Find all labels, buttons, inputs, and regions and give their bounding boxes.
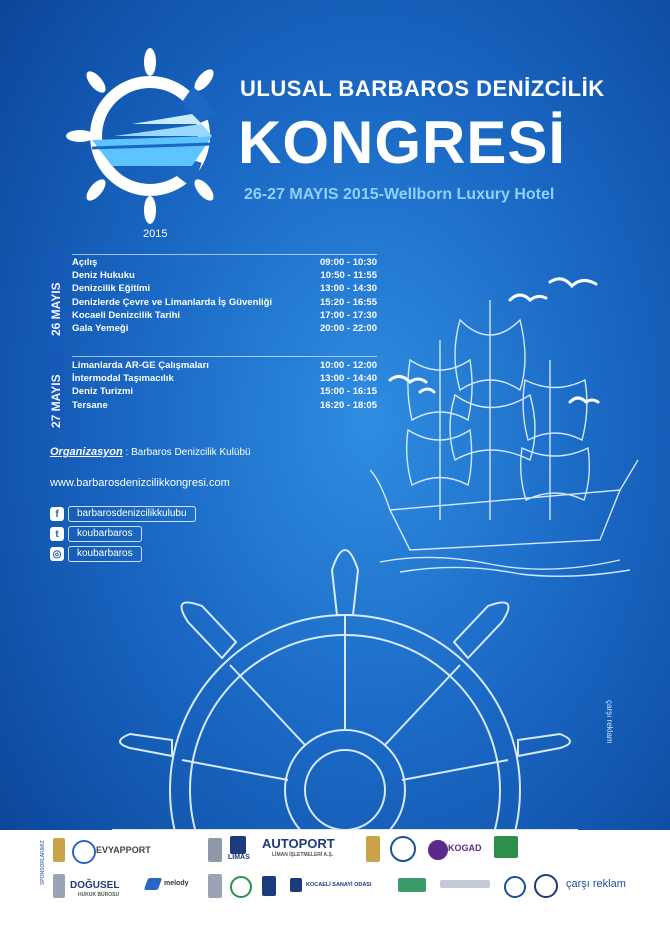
instagram-icon: ◎ <box>50 547 64 561</box>
sponsor-autoport-sub: LİMAN İŞLETMELERİ A.Ş. <box>272 852 334 858</box>
session-name: Tersane <box>72 399 108 411</box>
schedule-row <box>72 282 377 295</box>
sponsor-autoport: AUTOPORT <box>262 836 335 851</box>
sponsor-badge <box>53 838 65 862</box>
sponsor-logo-icon <box>262 876 276 896</box>
day2-label: 27 MAYIS <box>49 374 63 428</box>
session-time: 16:20 - 18:05 <box>319 399 377 411</box>
divider <box>72 254 377 255</box>
sponsor-compass-icon <box>534 874 558 898</box>
event-date-venue: 26-27 MAYIS 2015-Wellborn Luxury Hotel <box>244 186 555 203</box>
sponsor-badge <box>208 874 222 898</box>
twitter-icon: t <box>50 527 64 541</box>
sponsor-logo-icon <box>398 878 426 892</box>
schedule-row <box>72 372 377 385</box>
designer-credit: çarşı reklam <box>605 700 614 744</box>
ship-wheel-logo-icon <box>62 40 242 225</box>
logo-year: 2015 <box>143 228 168 240</box>
session-time: 10:00 - 12:00 <box>319 360 377 371</box>
schedule-row <box>72 399 377 412</box>
session-time: 15:00 - 16:15 <box>319 386 377 398</box>
session-time: 13:00 - 14:30 <box>319 283 377 295</box>
steering-wheel-illustration-icon <box>110 530 580 840</box>
session-name: Kocaeli Denizcilik Tarihi <box>72 309 181 321</box>
day1-label: 26 MAYIS <box>49 282 63 336</box>
organization-line <box>50 446 251 458</box>
session-time: 13:00 - 14:40 <box>319 373 377 385</box>
sponsor-kogad: KOGAD <box>448 843 482 853</box>
sponsors-band <box>0 830 670 938</box>
day1-schedule <box>72 256 377 335</box>
sponsor-evyapport: EVYAPPORT <box>96 845 151 855</box>
kogad-logo-icon <box>428 840 448 860</box>
organization-label: Organizasyon <box>50 446 123 458</box>
schedule-row <box>72 256 377 269</box>
divider <box>72 356 377 357</box>
sponsor-melody: melody <box>164 880 189 887</box>
social-handle: barbarosdenizcilikkulubu <box>68 506 196 522</box>
session-time: 20:00 - 22:00 <box>319 322 377 334</box>
limas-logo-icon <box>230 836 246 854</box>
sponsor-badge <box>208 838 222 862</box>
sponsor-dogusel-sub: HUKUK BÜROSU <box>78 892 120 898</box>
facebook-icon: f <box>50 507 64 521</box>
social-facebook[interactable] <box>50 506 196 522</box>
schedule-row <box>72 309 377 322</box>
melody-logo-icon <box>144 878 162 890</box>
schedule-row <box>72 296 377 309</box>
sponsor-dogusel: DOĞUSEL <box>70 880 120 891</box>
sponsor-badge <box>366 836 380 862</box>
website-link[interactable]: www.barbarosdenizcilikkongresi.com <box>50 477 230 489</box>
sponsors-side-label: SPONSORLARIMIZ <box>40 840 46 885</box>
evyapport-logo-icon <box>72 840 96 864</box>
session-name: Deniz Hukuku <box>72 270 135 282</box>
session-name: Denizlerde Çevre ve Limanlarda İş Güvenliği <box>72 296 273 308</box>
sponsor-seal-icon <box>390 836 416 862</box>
congress-title-line1: ULUSAL BARBAROS DENİZCİLİK <box>240 76 605 101</box>
sponsor-carsi: çarşı reklam <box>566 878 626 890</box>
session-time: 10:50 - 11:55 <box>320 270 377 282</box>
organization-value: : Barbaros Denizcilik Kulübü <box>125 447 251 458</box>
session-name: Limanlarda AR-GE Çalışmaları <box>72 360 209 371</box>
social-handle: koubarbaros <box>68 546 142 562</box>
session-time: 09:00 - 10:30 <box>319 257 377 268</box>
schedule-row <box>72 322 377 335</box>
sponsor-limas: LİMAS <box>228 854 250 861</box>
session-name: Gala Yemeği <box>72 322 129 334</box>
sponsor-seal-icon <box>504 876 526 898</box>
social-handle: koubarbaros <box>68 526 142 542</box>
schedule-row <box>72 269 377 282</box>
session-time: 17:00 - 17:30 <box>319 309 377 321</box>
sponsor-kocaeli-so: KOCAELİ SANAYİ ODASI <box>306 882 372 888</box>
congress-title-line2: KONGRESİ <box>238 109 567 176</box>
session-name: İntermodal Taşımacılık <box>72 373 174 385</box>
schedule-row <box>72 359 377 372</box>
session-name: Deniz Turizmi <box>72 386 134 398</box>
sponsor-badge <box>53 874 65 898</box>
day2-schedule <box>72 359 377 412</box>
sponsor-seal-icon <box>230 876 252 898</box>
session-name: Açılış <box>72 257 98 268</box>
schedule-row <box>72 385 377 398</box>
sponsor-logo-icon <box>440 880 490 888</box>
kso-logo-icon <box>290 878 302 892</box>
sponsor-logo-icon <box>494 836 518 858</box>
session-time: 15:20 - 16:55 <box>319 296 377 308</box>
session-name: Denizcilik Eğitimi <box>72 283 151 295</box>
